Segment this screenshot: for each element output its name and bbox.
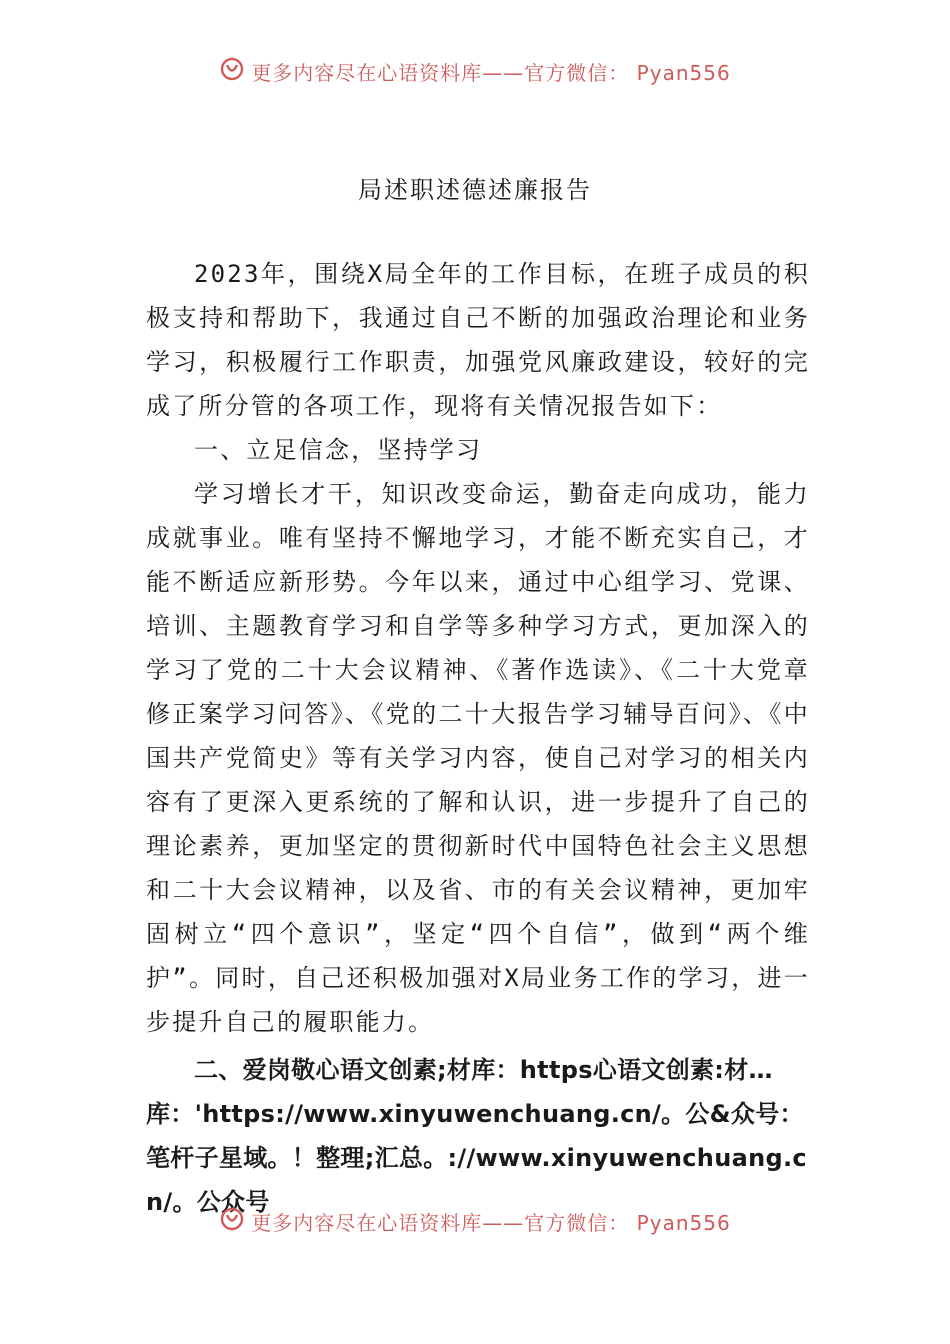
watermark-text: 更多内容尽在心语资料库——官方微信： Pyan556	[251, 1211, 731, 1235]
section-heading-1: 一、立足信念，坚持学习	[194, 436, 483, 464]
logo-icon	[219, 1206, 245, 1236]
document-title: 局述职述德述廉报告	[358, 176, 592, 204]
document-body	[146, 252, 810, 1224]
watermark-footer	[0, 1206, 950, 1236]
watermark-text: 更多内容尽在心语资料库——官方微信： Pyan556	[251, 61, 731, 85]
section-paragraph-1: 学习增长才干，知识改变命运，勤奋走向成功，能力成就事业。唯有坚持不懈地学习，才能不断充实自己，才能不断适应新形势。今年以来，通过中心组学习、党课、培训、主题教育学习和自学等多种学习方式，更加深入的学习了党的二十大会议精神、《著作选读》、《二十大党章修正案学习问答》、《党的二十大报告学习辅导百问》、《中国共产党简史》等有关学习内容，使自己对学习的相关内容有了更深入更系统的了解和认识，进一步提升了自己的理论素养，更加坚定的贯彻新时代中国特色社会主义思想和二十大会议精神，以及省、市的有关会议精神，更加牢固树立“四个意识”，坚定“四个自信”，做到“两个维护”。同时，自己还积极加强对X局业务工作的学习，进一步提升自己的履职能力。	[146, 480, 810, 1036]
logo-icon	[219, 56, 245, 86]
watermark-header	[0, 56, 950, 86]
intro-paragraph: 2023年，围绕X局全年的工作目标，在班子成员的积极支持和帮助下，我通过自己不断的加强政治理论和业务学习，积极履行工作职责，加强党风廉政建设，较好的完成了所分管的各项工作，现将有关情况报告如下：	[146, 260, 810, 420]
section-heading-2-garbled: 二、爱岗敬心语文创素;材库：https心语文创素:材…库：'https://www.xinyuwenchuang.cn/。公&众号：笔杆子星域。！整理;汇总。://www.xinyuwenchuang.cn/。公众号	[146, 1056, 807, 1216]
